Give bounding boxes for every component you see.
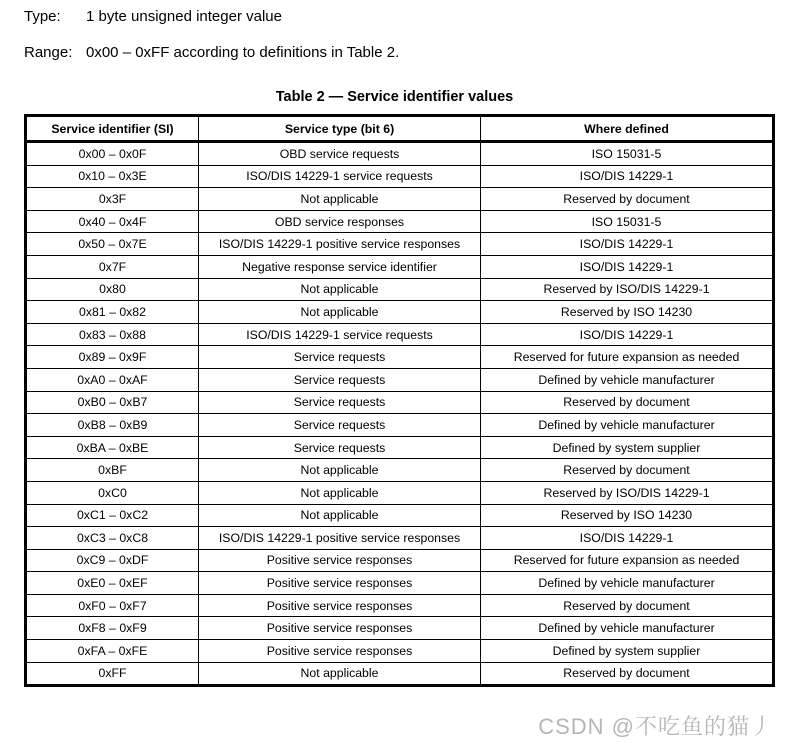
header-where-defined: Where defined [481,116,774,142]
cell-si: 0x80 [26,278,199,301]
cell-service-type: Not applicable [199,459,481,482]
cell-where-defined: Reserved for future expansion as needed [481,549,774,572]
cell-where-defined: Reserved by ISO/DIS 14229-1 [481,278,774,301]
table-title: Table 2 — Service identifier values [275,89,514,105]
cell-where-defined: Defined by vehicle manufacturer [481,572,774,595]
cell-si: 0xC9 – 0xDF [26,549,199,572]
cell-service-type: Service requests [199,414,481,437]
table-row [26,662,774,686]
cell-service-type: Not applicable [199,278,481,301]
cell-si: 0xC1 – 0xC2 [26,504,199,527]
table-row [26,323,774,346]
cell-si: 0xF0 – 0xF7 [26,594,199,617]
cell-where-defined: Defined by vehicle manufacturer [481,368,774,391]
type-value: 1 byte unsigned integer value [86,8,282,25]
cell-si: 0x81 – 0x82 [26,301,199,324]
cell-si: 0x3F [26,188,199,211]
table-row [26,142,774,166]
cell-service-type: Positive service responses [199,572,481,595]
cell-where-defined: Defined by vehicle manufacturer [481,617,774,640]
cell-si: 0xC0 [26,481,199,504]
cell-si: 0xBF [26,459,199,482]
cell-where-defined: Defined by vehicle manufacturer [481,414,774,437]
table-row [26,210,774,233]
table-row [26,188,774,211]
cell-where-defined: ISO/DIS 14229-1 [481,255,774,278]
service-identifier-table [24,114,775,687]
table-row [26,368,774,391]
cell-where-defined: Defined by system supplier [481,640,774,663]
table-row [26,549,774,572]
table-row [26,255,774,278]
cell-where-defined: Reserved by document [481,188,774,211]
table-row [26,594,774,617]
cell-service-type: Not applicable [199,481,481,504]
cell-where-defined: Reserved by document [481,391,774,414]
table-row [26,165,774,188]
table-row [26,436,774,459]
cell-service-type: Not applicable [199,662,481,686]
cell-service-type: OBD service responses [199,210,481,233]
cell-where-defined: ISO/DIS 14229-1 [481,527,774,550]
cell-where-defined: Reserved by ISO 14230 [481,301,774,324]
range-value: 0x00 – 0xFF according to definitions in Table 2. [86,44,400,61]
table-row [26,527,774,550]
cell-si: 0x7F [26,255,199,278]
table-row [26,640,774,663]
cell-service-type: Service requests [199,368,481,391]
table-row [26,481,774,504]
table-row [26,233,774,256]
cell-si: 0xB0 – 0xB7 [26,391,199,414]
cell-where-defined: Reserved by document [481,662,774,686]
cell-where-defined: ISO 15031-5 [481,210,774,233]
cell-si: 0x83 – 0x88 [26,323,199,346]
table-row [26,617,774,640]
header-si: Service identifier (SI) [26,116,199,142]
cell-service-type: ISO/DIS 14229-1 service requests [199,165,481,188]
watermark: CSDN @不吃鱼的猫丿 [538,714,773,739]
cell-service-type: Positive service responses [199,594,481,617]
cell-service-type: OBD service requests [199,142,481,166]
cell-si: 0xB8 – 0xB9 [26,414,199,437]
cell-si: 0x10 – 0x3E [26,165,199,188]
cell-where-defined: ISO/DIS 14229-1 [481,165,774,188]
range-line [24,44,399,61]
cell-service-type: Not applicable [199,504,481,527]
cell-where-defined: Reserved by ISO/DIS 14229-1 [481,481,774,504]
cell-si: 0xE0 – 0xEF [26,572,199,595]
cell-service-type: Positive service responses [199,549,481,572]
table-row [26,504,774,527]
table-row [26,414,774,437]
cell-where-defined: Reserved for future expansion as needed [481,346,774,369]
cell-service-type: Not applicable [199,188,481,211]
cell-si: 0x40 – 0x4F [26,210,199,233]
type-line [24,8,282,25]
cell-si: 0xC3 – 0xC8 [26,527,199,550]
cell-service-type: Service requests [199,391,481,414]
cell-si: 0xBA – 0xBE [26,436,199,459]
cell-service-type: ISO/DIS 14229-1 positive service responses [199,233,481,256]
table-header-row [26,116,774,142]
cell-service-type: Negative response service identifier [199,255,481,278]
cell-where-defined: ISO 15031-5 [481,142,774,166]
cell-where-defined: Reserved by document [481,459,774,482]
type-label: Type: [24,8,61,25]
table-row [26,301,774,324]
table-row [26,391,774,414]
cell-service-type: Positive service responses [199,640,481,663]
cell-si: 0xFF [26,662,199,686]
cell-si: 0x00 – 0x0F [26,142,199,166]
cell-si: 0x50 – 0x7E [26,233,199,256]
cell-where-defined: ISO/DIS 14229-1 [481,323,774,346]
cell-service-type: Positive service responses [199,617,481,640]
cell-where-defined: Defined by system supplier [481,436,774,459]
table-row [26,572,774,595]
cell-service-type: ISO/DIS 14229-1 positive service responses [199,527,481,550]
cell-where-defined: ISO/DIS 14229-1 [481,233,774,256]
cell-si: 0x89 – 0x9F [26,346,199,369]
cell-service-type: ISO/DIS 14229-1 service requests [199,323,481,346]
table-row [26,346,774,369]
cell-si: 0xA0 – 0xAF [26,368,199,391]
cell-si: 0xF8 – 0xF9 [26,617,199,640]
table-row [26,459,774,482]
cell-where-defined: Reserved by document [481,594,774,617]
cell-service-type: Service requests [199,346,481,369]
table-row [26,278,774,301]
cell-service-type: Service requests [199,436,481,459]
cell-where-defined: Reserved by ISO 14230 [481,504,774,527]
cell-si: 0xFA – 0xFE [26,640,199,663]
cell-service-type: Not applicable [199,301,481,324]
range-label: Range: [24,44,73,61]
header-service-type: Service type (bit 6) [199,116,481,142]
